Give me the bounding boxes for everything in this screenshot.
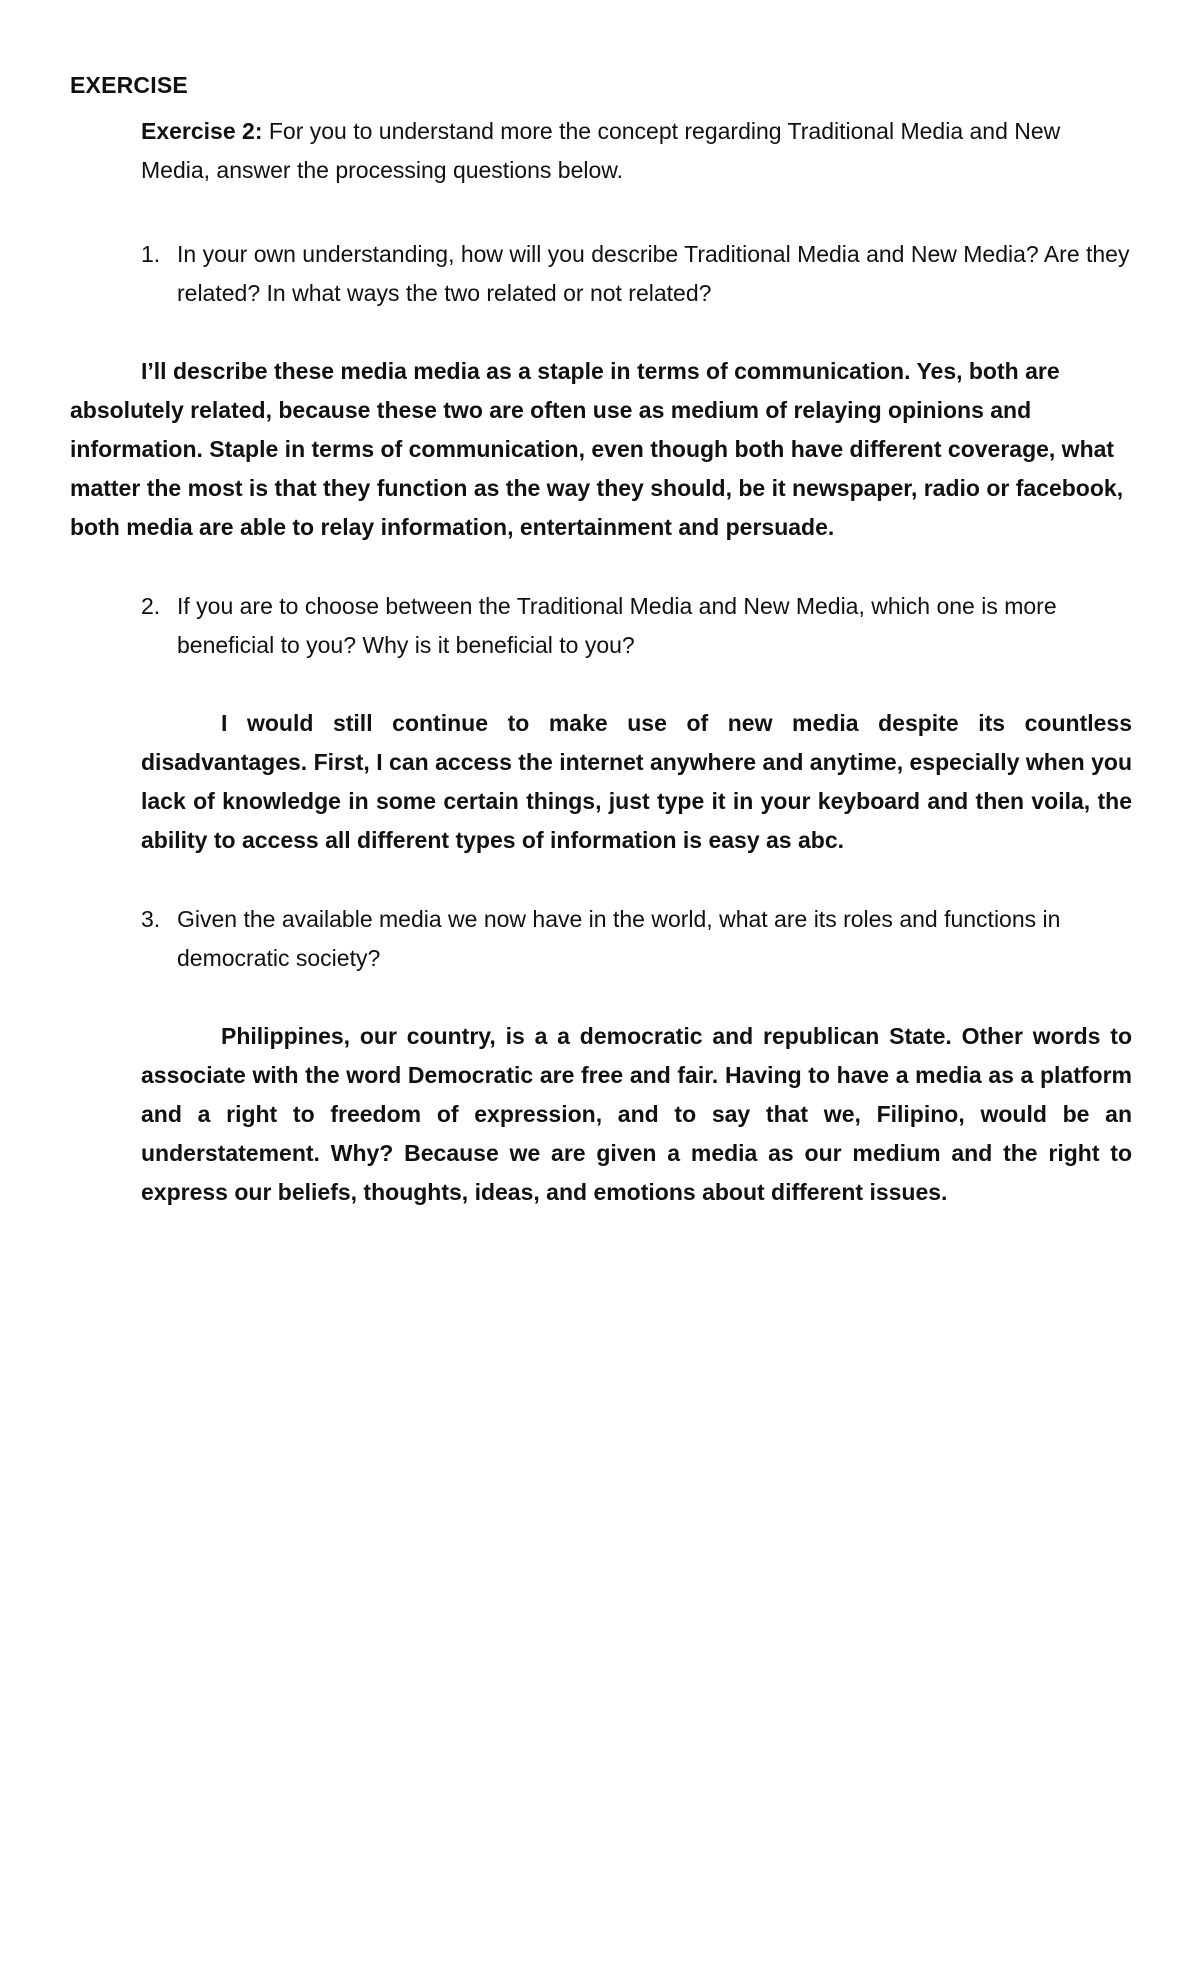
answer-1: I’ll describe these media media as a staple in terms of communication. Yes, both are absolutely related, because these two are often use as medium of relaying opinions and information. Staple in terms of communication, even though both have different coverage, what matter the most is that they function as the way they should, be it newspaper, radio or facebook, both media are able to relay information, entertainment and persuade. (70, 358, 1124, 540)
exercise-intro (141, 112, 1101, 190)
question-text: Given the available media we now have in the world, what are its roles and functions in democratic society? (177, 906, 1061, 971)
question-1 (141, 235, 1131, 313)
question-3 (141, 900, 1131, 978)
question-text: In your own understanding, how will you describe Traditional Media and New Media? Are they related? In what ways the two related or not related? (177, 241, 1130, 306)
answer-2: I would still continue to make use of new media despite its countless disadvantages. First, I can access the internet anywhere and anytime, especially when you lack of knowledge in some certain things, just type it in your keyboard and then voila, the ability to access all different types of information is easy as abc. (141, 710, 1132, 853)
document-heading: EXERCISE (70, 72, 188, 98)
question-number: 1. (141, 241, 161, 267)
exercise-instructions: For you to understand more the concept regarding Traditional Media and New Media, answer the processing questions below. (141, 118, 1061, 183)
exercise-label: Exercise 2: (141, 118, 263, 144)
question-number: 3. (141, 906, 161, 932)
question-text: If you are to choose between the Traditional Media and New Media, which one is more beneficial to you? Why is it beneficial to you? (177, 593, 1057, 658)
answer-3: Philippines, our country, is a a democratic and republican State. Other words to associate with the word Democratic are free and fair. Having to have a media as a platform and a right to freedom of expression, and to say that we, Filipino, would be an understatement. Why? Because we are given a media as our medium and the right to express our beliefs, thoughts, ideas, and emotions about different issues. (141, 1023, 1132, 1205)
question-2 (141, 587, 1131, 665)
question-number: 2. (141, 593, 161, 619)
